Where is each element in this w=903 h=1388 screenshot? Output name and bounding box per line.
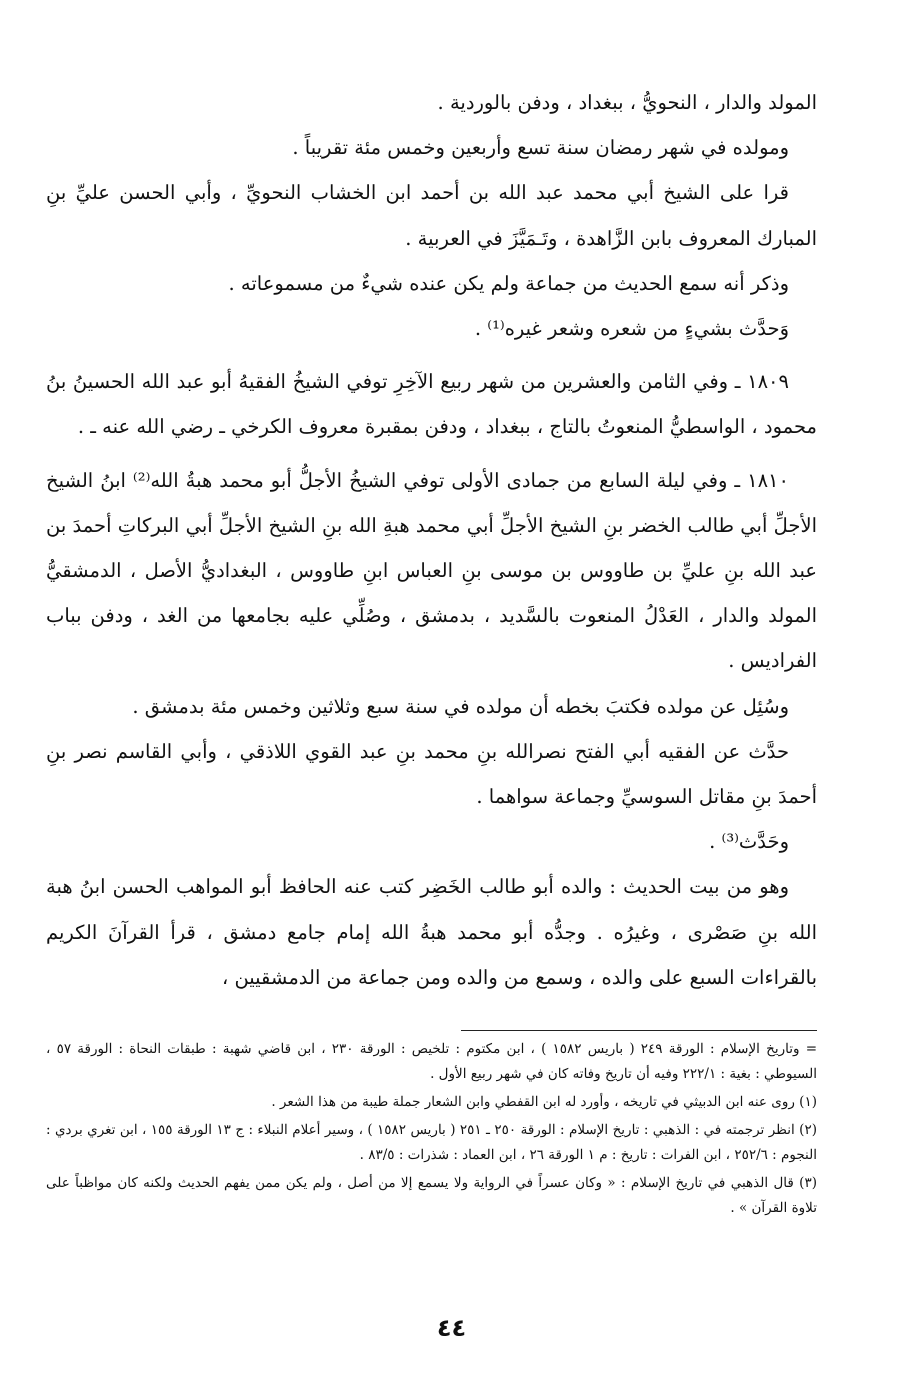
paragraph: حدَّث عن الفقيه أبي الفتح نصرالله بنِ محمد بنِ عبد القوي اللاذقي ، وأبي القاسم نصر بنِ أحمدَ بنِ مقاتل السوسيِّ وجماعة سواهما .: [46, 739, 817, 809]
paragraph: ومولده في شهر رمضان سنة تسع وأربعين وخمس مئة تقريباً .: [292, 136, 789, 160]
paragraph: وحَدَّث⁽³⁾ .: [709, 830, 789, 854]
footnote: (٣) قال الذهبي في تاريخ الإسلام : « وكان عسراً في الرواية ولا يسمع إلا من أصل ، ولم يكن ممن يفهم الحديث ولكنه كان مواظباً على تلاوة القرآن » .: [46, 1175, 817, 1216]
paragraph: وذكر أنه سمع الحديث من جماعة ولم يكن عنده شيءٌ من مسموعاته .: [228, 271, 789, 295]
main-text: [46, 80, 817, 1000]
footnote: (٢) انظر ترجمته في : الذهبي : تاريخ الإسلام : الورقة ٢٥٠ ـ ٢٥١ ( باريس ١٥٨٢ ) ، وسير أعلام النبلاء : ج ١٣ الورقة ١٥٥ ، ابن تغري بردي : النجوم : ٢٥٢/٦ ، ابن الفرات : تاريخ : م ١ الورقة ٢٦ ، ابن العماد : شذرات : ٨٣/٥ .: [46, 1122, 817, 1163]
paragraph: وسُئِل عن مولده فكتبَ بخطه أن مولده في سنة سبع وثلاثين وخمس مئة بدمشق .: [132, 694, 789, 718]
page-number: ٤٤: [436, 1314, 467, 1342]
footnote-divider: [461, 1030, 817, 1031]
paragraph: وَحدَّث بشيءٍ من شعره وشعر غيره⁽¹⁾ .: [474, 317, 789, 341]
footnote: = وتاريخ الإسلام : الورقة ٢٤٩ ( باريس ١٥٨٢ ) ، ابن مكتوم : تلخيص : الورقة ٢٣٠ ، ابن قاضي شهبة : طبقات النحاة : الورقة ٥٧ ، السيوطي : بغية : ٢٢٢/١ وفيه أن تاريخ وفاته كان في شهر ربيع الأول .: [46, 1041, 818, 1082]
footnotes: [46, 1030, 817, 1224]
footnote: (١) روى عنه ابن الدبيثي في تاريخه ، وأورد له ابن القفطي وابن الشعار جملة طيبة من هذا الشعر .: [271, 1094, 817, 1110]
entry-1810: ١٨١٠ ـ وفي ليلة السابع من جمادى الأولى توفي الشيخُ الأجلُّ أبو محمد هبةُ الله⁽²⁾ ابنُ الشيخ الأجلِّ أبي طالب الخضر بنِ الشيخ الأجلِّ أبي محمد هبةِ الله بنِ الشيخ الأجلِّ أبي البركاتِ أحمدَ بن عبد الله بنِ عليِّ بن طاووس بن موسى بنِ العباس ابنِ طاووس ، البغداديُّ الأصل ، الدمشقيُّ المولد والدار ، العَدْلُ المنعوت بالسَّديد ، بدمشق ، وصُلِّي عليه بجامعها من الغد ، ودفن بباب الفراديس .: [46, 468, 817, 673]
entry-1809: ١٨٠٩ ـ وفي الثامن والعشرين من شهر ربيع الآخِرِ توفي الشيخُ الفقيهُ أبو عبد الله الحسينُ بنُ محمود ، الواسطيُّ المنعوتُ بالتاج ، ببغداد ، ودفن بمقبرة معروف الكرخي ـ رضي الله عنه ـ .: [46, 370, 817, 439]
paragraph: وهو من بيت الحديث : والده أبو طالب الخَضِر كتب عنه الحافظ أبو المواهب الحسن ابنُ هبة الله بنِ صَصْرى ، وغيرُه . وجدُّه أبو محمد هبةُ الله إمام جامع دمشق ، قرأ القرآنَ الكريم بالقراءات السبع على والده ، وسمع من والده ومن جماعة من الدمشقيين ،: [46, 875, 817, 989]
paragraph: قرا على الشيخ أبي محمد عبد الله بن أحمد ابن الخشاب النحويِّ ، وأبي الحسن عليِّ بنِ المبارك المعروف بابن الزَّاهدة ، وتَـمَيَّزَ في العربية .: [46, 181, 817, 250]
paragraph: المولد والدار ، النحويُّ ، ببغداد ، ودفن بالوردية .: [437, 91, 817, 114]
